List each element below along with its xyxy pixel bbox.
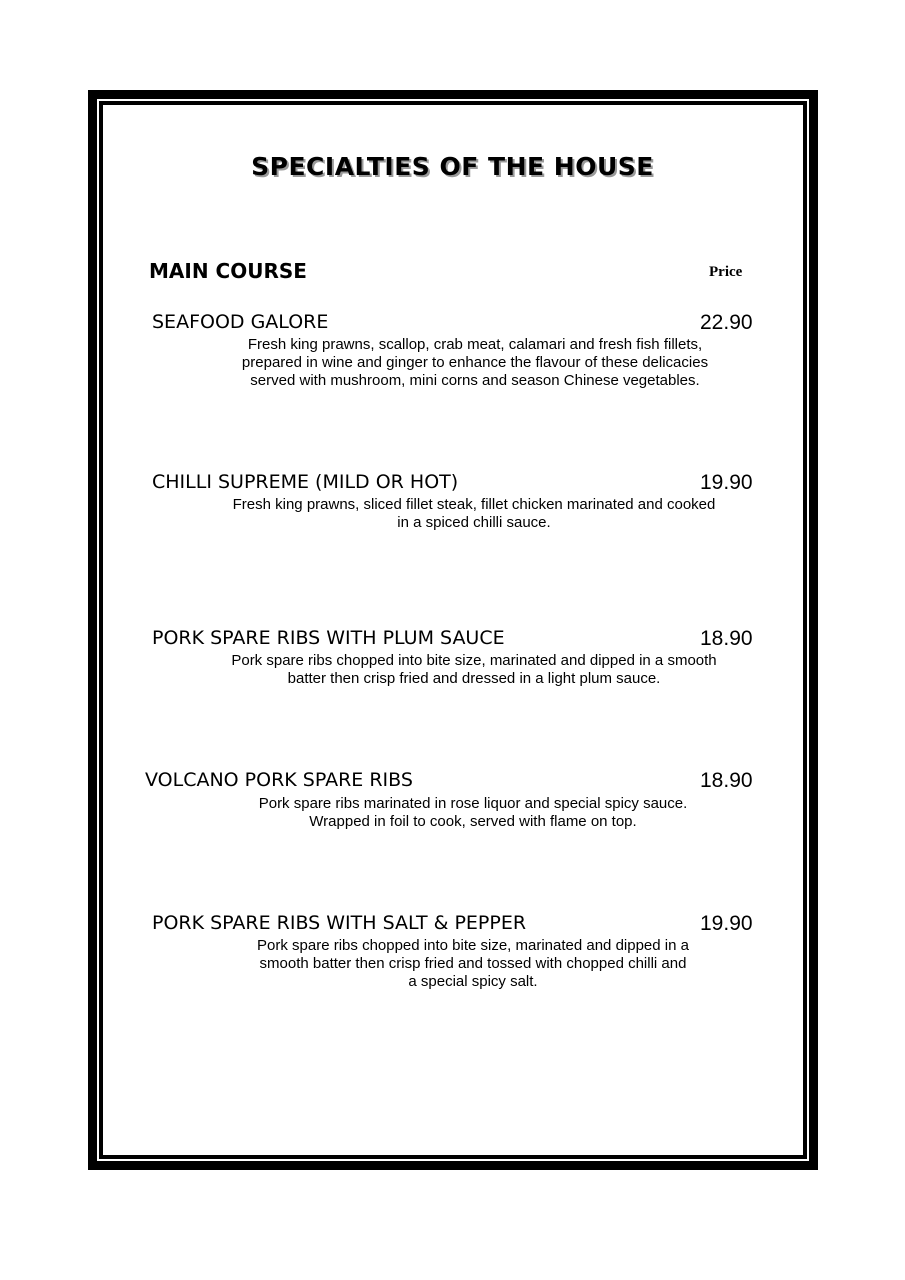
menu-item-price: 18.90 — [700, 769, 753, 792]
menu-item-description: Pork spare ribs chopped into bite size, marinated and dipped in a smooth batter then crisp fried and tossed with chopped chilli and a special spicy salt. — [257, 937, 689, 990]
section-title-main-course: MAIN COURSE — [149, 259, 307, 283]
menu-item-description: Pork spare ribs marinated in rose liquor and special spicy sauce. Wrapped in foil to cook, served with flame on top. — [258, 795, 688, 830]
menu-item-name: VOLCANO PORK SPARE RIBS — [145, 769, 413, 791]
page-title: SPECIALTIES OF THE HOUSE — [251, 152, 654, 181]
menu-item-name: PORK SPARE RIBS WITH PLUM SAUCE — [152, 627, 505, 649]
menu-item-description: Fresh king prawns, sliced fillet steak, fillet chicken marinated and cooked in a spiced chilli sauce. — [232, 496, 716, 531]
menu-item-name: PORK SPARE RIBS WITH SALT & PEPPER — [152, 912, 527, 934]
menu-item-description: Fresh king prawns, scallop, crab meat, calamari and fresh fish fillets, prepared in wine and ginger to enhance the flavour of these delicacies served with mushroom, mini corns and season Chinese vegetables. — [241, 336, 709, 389]
menu-item-price: 22.90 — [700, 311, 753, 334]
menu-item-price: 19.90 — [700, 471, 753, 494]
menu-item-name: SEAFOOD GALORE — [152, 311, 329, 333]
price-column-header: Price — [709, 264, 743, 280]
menu-item-description: Pork spare ribs chopped into bite size, marinated and dipped in a smooth batter then crisp fried and dressed in a light plum sauce. — [231, 652, 717, 687]
menu-item-price: 19.90 — [700, 912, 753, 935]
menu-item-name: CHILLI SUPREME (MILD OR HOT) — [152, 471, 459, 493]
menu-item-price: 18.90 — [700, 627, 753, 650]
